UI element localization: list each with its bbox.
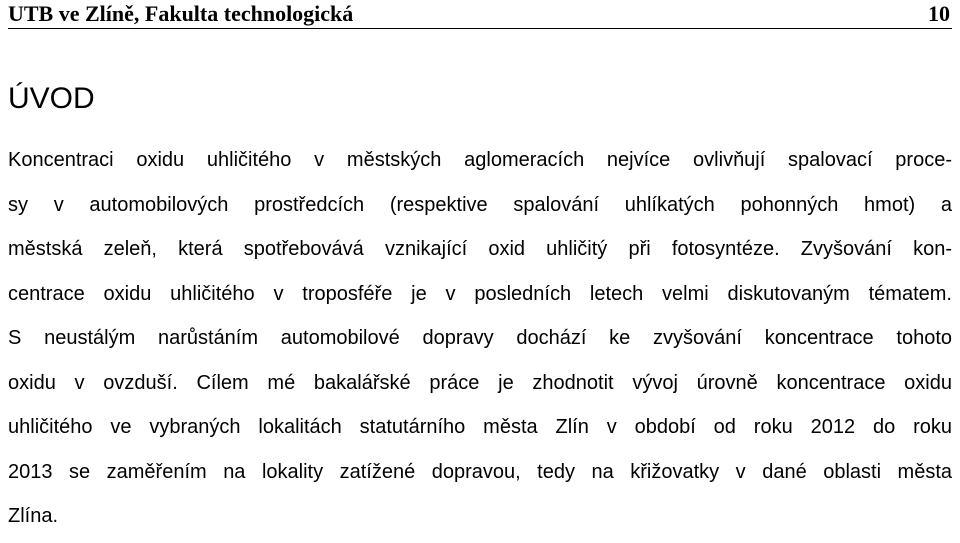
- header-title: UTB ve Zlíně, Fakulta technologická: [8, 1, 354, 26]
- section-heading: ÚVOD: [8, 82, 95, 115]
- paragraph-line: centrace oxidu uhličitého v troposféře je v posledních letech velmi diskutovaným tématem.: [8, 282, 952, 305]
- body-paragraph: [8, 142, 952, 543]
- paragraph-line: městská zeleň, která spotřebovává vznikající oxid uhličitý při fotosyntéze. Zvyšování kon-: [8, 238, 952, 260]
- paragraph-line: Zlína.: [8, 505, 59, 527]
- paragraph-line: sy v automobilových prostředcích (respektive spalování uhlíkatých pohonných hmot) a: [8, 193, 952, 216]
- paragraph-line: Koncentraci oxidu uhličitého v městských aglomeracích nejvíce ovlivňují spalovací proce-: [8, 149, 952, 171]
- page-header: [8, 0, 952, 29]
- paragraph-line: oxidu v ovzduší. Cílem mé bakalářské práce je zhodnotit vývoj úrovně koncentrace oxidu: [8, 371, 952, 394]
- page-number: 10: [928, 1, 950, 26]
- paragraph-line: 2013 se zaměřením na lokality zatížené dopravou, tedy na křižovatky v dané oblasti města: [8, 460, 952, 483]
- paragraph-line: uhličitého ve vybraných lokalitách statutárního města Zlín v období od roku 2012 do roku: [8, 416, 952, 438]
- paragraph-line: S neustálým narůstáním automobilové dopravy dochází ke zvyšování koncentrace tohoto: [8, 327, 952, 349]
